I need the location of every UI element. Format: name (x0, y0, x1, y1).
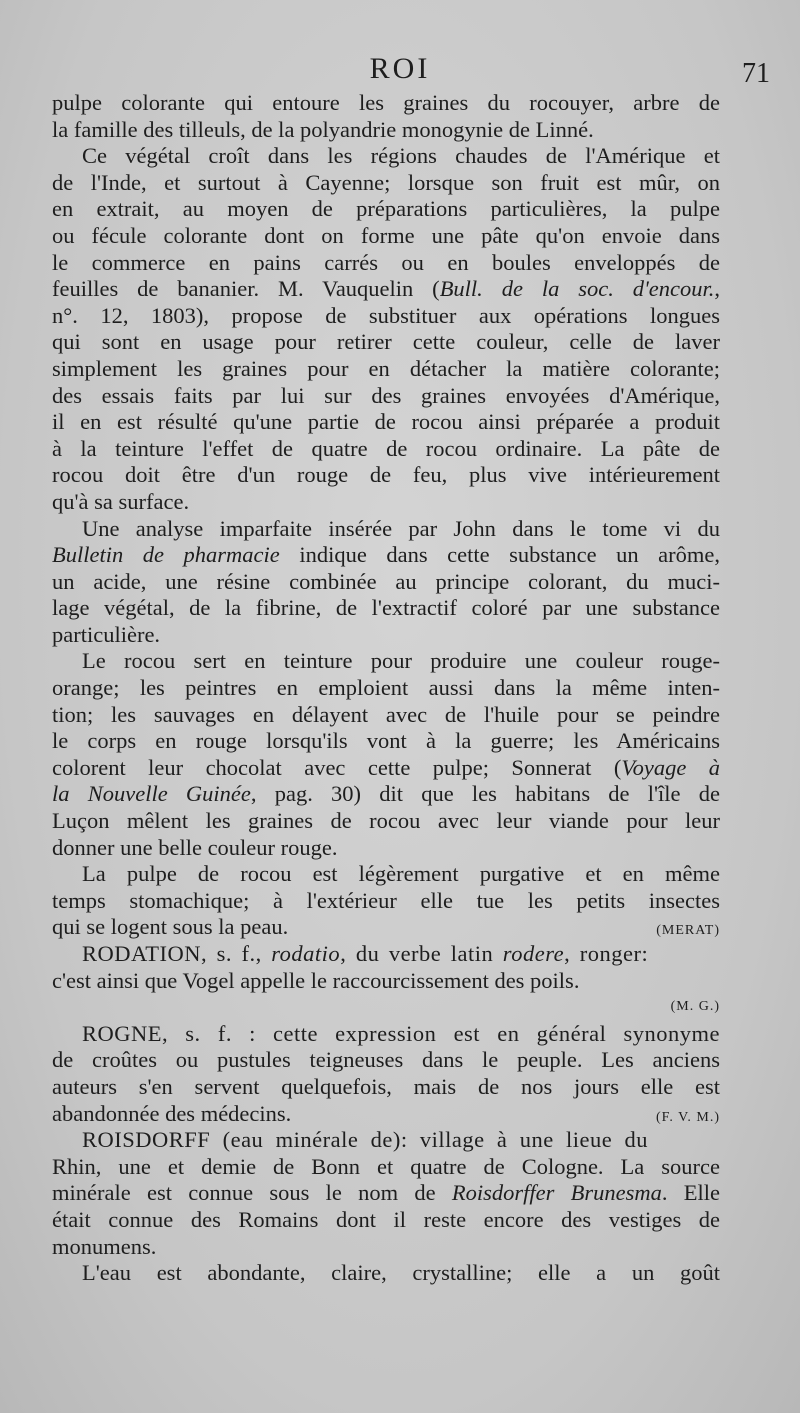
text-line: le commerce en pains carrés ou en boules enveloppés de (52, 249, 720, 275)
entry-headword-line: ROGNE, s. f. : cette expression est en général synonyme (82, 1020, 720, 1046)
text-line: monumens. (52, 1233, 157, 1259)
text-line (52, 1180, 720, 1207)
text-line: L'eau est abondante, claire, crystalline; elle a un goût (82, 1260, 720, 1286)
text-line: Rhin, une et demie de Bonn et quatre de Cologne. La source (52, 1153, 720, 1179)
text-line: temps stomachique; à l'extérieur elle tue les petits insectes (52, 887, 720, 913)
text-line (52, 781, 720, 808)
text-line: simplement les graines pour en détacher la matière colorante; (52, 355, 720, 381)
text-line: était connue des Romains dont il reste encore des vestiges de (52, 1206, 720, 1232)
text-line: pulpe colorante qui entoure les graines du rocouyer, arbre de (52, 90, 720, 115)
running-head (0, 52, 800, 92)
text-line: des essais faits par lui sur des graines envoyées d'Amérique, (52, 382, 720, 408)
text-line: lage végétal, de la fibrine, de l'extractif coloré par une substance (52, 595, 720, 621)
text-line: Luçon mêlent les graines de rocou avec leur viande pour leur (52, 808, 720, 834)
text-line (52, 542, 720, 569)
page-header-title: ROI (369, 52, 431, 85)
text-fragment: , (714, 276, 721, 302)
journal-title: Bulletin de pharmacie (52, 542, 280, 568)
text-fragment: abandonnée des médecins. (52, 1100, 292, 1126)
text-line: auteurs s'en servent quelquefois, mais de nos jours elle est (52, 1073, 720, 1099)
book-title: Voyage à (621, 754, 721, 780)
text-fragment: RODATION, s. f., (82, 941, 272, 966)
text-line: orange; les peintres en emploient aussi dans la même inten- (52, 675, 720, 701)
text-fragment: feuilles de bananier. M. Vauquelin ( (52, 276, 440, 302)
text-line (52, 276, 720, 303)
text-line (52, 914, 720, 941)
text-fragment: indique dans cette substance un arôme, (279, 542, 721, 568)
text-line: particulière. (52, 621, 161, 647)
author-signature: (F. V. M.) (656, 1109, 720, 1125)
text-line: n°. 12, 1803), propose de substituer aux opérations longues (52, 302, 720, 328)
text-line: ou fécule colorante dont on forme une pâte qu'on envoie dans (52, 222, 720, 248)
text-fragment: , du verbe latin (340, 941, 503, 966)
page-number: 71 (742, 58, 770, 89)
text-line: de l'Inde, et surtout à Cayenne; lorsque son fruit est mûr, on (52, 169, 720, 195)
text-line: à la teinture l'effet de quatre de rocou ordinaire. La pâte de (52, 435, 720, 461)
latin-term: rodere (502, 941, 565, 966)
text-fragment: minérale est connue sous le nom de (52, 1180, 452, 1206)
text-line: en extrait, au moyen de préparations particulières, la pulpe (52, 196, 720, 222)
article-body (52, 90, 720, 1287)
latin-term: rodatio (271, 941, 341, 966)
text-line: rocou doit être d'un rouge de feu, plus vive intérieurement (52, 462, 720, 488)
text-fragment: qui se logent sous la peau. (52, 914, 289, 940)
entry-headword-line: ROISDORFF (eau minérale de): village à une lieue du (82, 1127, 648, 1153)
text-line: Ce végétal croît dans les régions chaudes de l'Amérique et (82, 143, 720, 169)
text-line: qu'à sa surface. (52, 488, 190, 514)
text-fragment: , ronger: (564, 941, 649, 966)
text-fragment: , pag. 30) dit que les habitans de l'île de (250, 781, 720, 807)
text-line: c'est ainsi que Vogel appelle le raccourcissement des poils. (52, 967, 580, 993)
text-line: de croûtes ou pustules teigneuses dans le peuple. Les anciens (52, 1047, 720, 1073)
text-line: La pulpe de rocou est légèrement purgative et en même (82, 861, 720, 887)
text-line (52, 1101, 720, 1128)
text-line: la famille des tilleuls, de la polyandrie monogynie de Linné. (52, 116, 594, 142)
text-line: Une analyse imparfaite insérée par John dans le tome vi du (82, 515, 720, 541)
text-line: il en est résulté qu'une partie de rocou ainsi préparée a produit (52, 409, 720, 435)
text-line: le corps en rouge lorsqu'ils vont à la guerre; les Américains (52, 728, 720, 754)
journal-title: Bull. de la soc. d'encour. (439, 276, 715, 302)
text-fragment: colorent leur chocolat avec cette pulpe; Sonnerat ( (52, 754, 622, 780)
text-line: qui sont en usage pour retirer cette couleur, celle de laver (52, 329, 720, 355)
text-line: Le rocou sert en teinture pour produire une couleur rouge- (82, 648, 720, 674)
entry-headword-line (52, 941, 720, 968)
text-line: un acide, une résine combinée au principe colorant, du muci- (52, 568, 720, 594)
author-signature: (M. G.) (670, 999, 720, 1015)
text-fragment: . Elle (661, 1180, 720, 1206)
spring-name: Roisdorffer Brunesma (451, 1180, 662, 1206)
author-signature: (MERAT) (656, 923, 720, 939)
text-line (52, 755, 720, 782)
text-line: donner une belle couleur rouge. (52, 834, 338, 860)
book-title: la Nouvelle Guinée (52, 781, 251, 807)
text-line: tion; les sauvages en délayent avec de l'huile pour se peindre (52, 701, 720, 727)
